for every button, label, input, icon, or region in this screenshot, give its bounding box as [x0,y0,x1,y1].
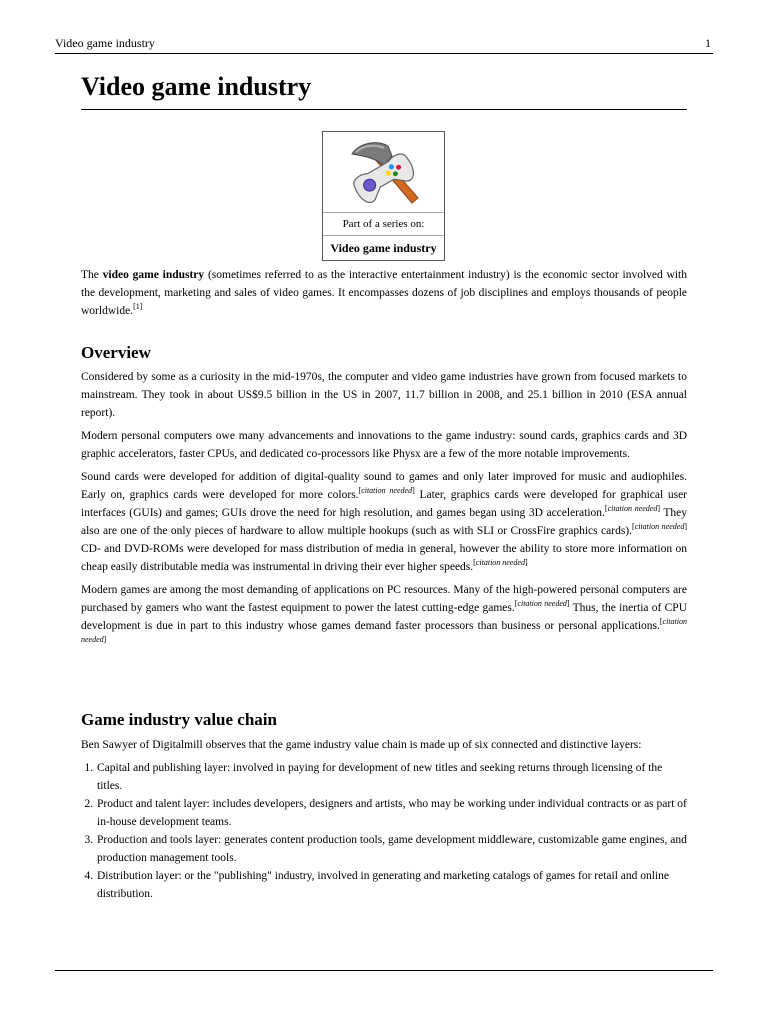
list-item: 4. Distribution layer: or the "publishing" industry, involved in generating and marketing catalogs of games for retail and online distribution. [96,867,687,903]
intro-paragraph [81,266,687,320]
citation-needed[interactable]: [citation needed] [604,504,661,513]
infobox-series-name[interactable]: Video game industry [330,241,437,255]
citation-needed[interactable]: [citation needed] [81,617,687,644]
intro-bold-term: video game industry [102,269,205,281]
citation-needed[interactable]: [citation needed] [473,558,528,567]
citation-needed[interactable]: [citation needed] [514,599,570,608]
overview-paragraph-2: Modern personal computers owe many advancements and innovations to the game industry: sound cards, graphics cards and 3D graphic accelerators, faster CPUs, and dedicated co-processors like Physx are a few of the more notable improvements. [81,430,687,460]
value-chain-section [81,736,687,903]
intro-text-pre: The [81,269,103,281]
page-number: 1 [705,36,711,50]
overview-paragraph-1: Considered by some as a curiosity in the mid-1970s, the computer and video game industries have grown from focused markets to mainstream. They took in about US$9.5 billion in the US in 2007, 11.7 billion in 2008, and 25.1 billion in 2010 (ESA annual report). [81,371,687,419]
running-header-title: Video game industry [55,36,155,50]
title-divider [81,109,687,110]
infobox-series-label: Part of a series on: [323,213,444,236]
overview-p4-text: Thus, the inertia of CPU development is due in part to this industry whose games demand faster processors than business or personal applications. [81,602,687,632]
value-chain-intro: Ben Sawyer of Digitalmill observes that the game industry value chain is made up of six connected and distinctive layers: [81,739,642,751]
infobox [322,131,445,261]
section-heading-value-chain: Game industry value chain [81,710,277,729]
list-item: 3. Production and tools layer: generates content production tools, game development middleware, customizable game engines, and production management tools. [96,831,687,867]
intro-section [81,266,687,325]
page-title: Video game industry [81,72,312,101]
overview-p3-text: They also are one of the only pieces of hardware to allow multiple hookups (such as with SLI or CrossFire graphics cards). [81,507,688,537]
overview-paragraph-4 [81,581,687,653]
list-item: 1. Capital and publishing layer: involved in paying for development of new titles and seeking returns through licensing of the titles. [96,759,687,795]
overview-p3-text: Later, graphics cards were developed for graphical user interfaces (GUIs) and games; GUIs drove the need for high resolution, and games began using 3D acceleration. [81,489,688,519]
footer-divider [55,970,713,971]
infobox-image [323,132,444,213]
list-item: 2. Product and talent layer: includes developers, designers and artists, who may be working under individual contracts or as part of in-house development teams. [96,795,687,831]
citation-needed[interactable]: [citation needed] [358,486,415,495]
value-chain-list [81,759,687,903]
section-heading-overview: Overview [81,343,151,362]
overview-paragraph-3 [81,468,687,576]
citation-needed[interactable]: [citation needed] [632,522,688,531]
overview-section [81,368,687,658]
overview-p3-text: CD- and DVD-ROMs were developed for mass distribution of media in general, however the ability to store more information on cheap easily distributable media was instrumental in driving their ever higher speeds. [81,543,687,573]
intro-text: (sometimes referred to as the interactive entertainment industry) is the economic sector involved with the development, marketing and sales of video games. It encompasses dozens of job disciplines and employs thousands of people worldwide. [81,269,687,317]
running-header [55,35,713,54]
game-controller-hammer-icon[interactable] [344,136,424,208]
reference-link[interactable]: [1] [133,302,143,311]
overview-p4-text: Modern games are among the most demanding of applications on PC resources. Many of the high-powered personal computers are purchased by gamers who want the fastest equipment to power the latest cutting-edge games. [81,584,687,614]
overview-p3-text: Sound cards were developed for addition of digital-quality sound to games and only later improved for music and audiophiles. Early on, graphics cards were developed for more colors. [81,471,687,501]
